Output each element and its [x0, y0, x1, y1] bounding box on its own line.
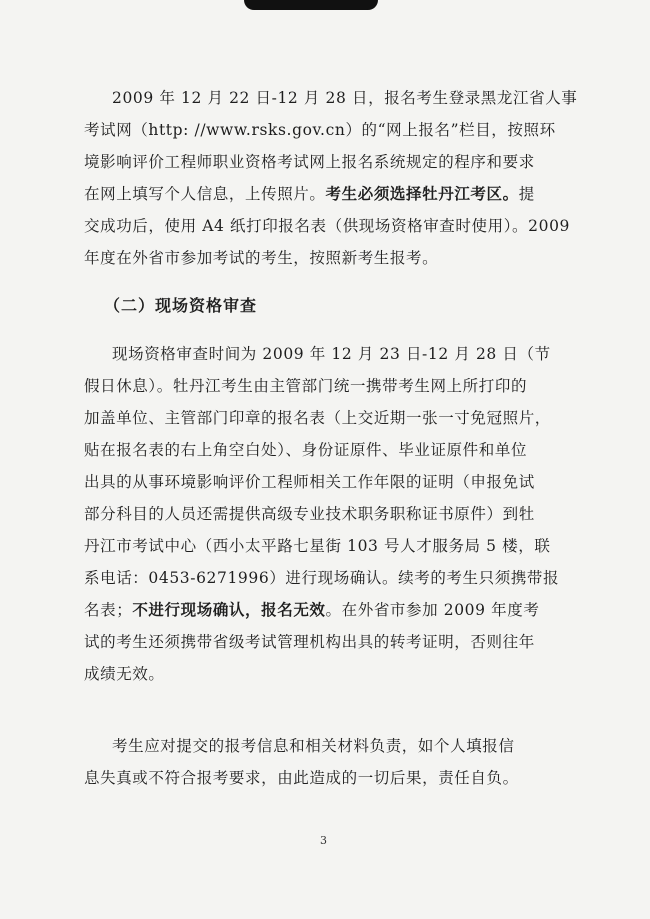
page-number: 3	[320, 834, 327, 847]
text-line: 丹江市考试中心（西小太平路七星街 103 号人才服务局 5 楼，联	[84, 537, 551, 555]
text-line: 考生应对提交的报考信息和相关材料负责，如个人填报信	[112, 737, 515, 755]
text-line: 年度在外省市参加考试的考生，按照新考生报考。	[84, 249, 439, 267]
text-line: 2009 年 12 月 22 日-12 月 28 日，报名考生登录黑龙江省人事	[112, 89, 578, 107]
text-line: 境影响评价工程师职业资格考试网上报名系统规定的程序和要求	[84, 153, 535, 171]
section-heading: （二）现场资格审查	[104, 296, 258, 315]
paragraph-registration	[84, 82, 576, 274]
text-line: 出具的从事环境影响评价工程师相关工作年限的证明（申报免试	[84, 473, 535, 491]
text-line: 加盖单位、主管部门印章的报名表（上交近期一张一寸免冠照片，	[84, 409, 551, 427]
text-line: 交成功后，使用 A4 纸打印报名表（供现场资格审查时使用）。2009	[84, 217, 571, 235]
text-segment: 名表；	[84, 601, 133, 619]
scan-edge-mark	[244, 0, 378, 10]
text-line: 现场资格审查时间为 2009 年 12 月 23 日-12 月 28 日（节	[112, 345, 551, 363]
paragraph-responsibility	[84, 730, 576, 794]
bold-notice: 考生必须选择牡丹江考区。	[325, 185, 519, 203]
text-line	[84, 594, 576, 626]
text-line: 部分科目的人员还需提供高级专业技术职务职称证书原件）到牡	[84, 505, 535, 523]
text-segment: 提	[518, 185, 535, 203]
text-line: 系电话：0453-6271996）进行现场确认。续考的考生只须携带报	[84, 569, 560, 587]
text-segment: 。在外省市参加 2009 年度考	[325, 601, 540, 619]
text-line: 试的考生还须携带省级考试管理机构出具的转考证明，否则往年	[84, 633, 535, 651]
text-line: 成绩无效。	[84, 665, 165, 683]
text-line: 假日休息）。牡丹江考生由主管部门统一携带考生网上所打印的	[84, 377, 528, 395]
text-line: 息失真或不符合报考要求，由此造成的一切后果，责任自负。	[84, 769, 519, 787]
paragraph-onsite-review	[84, 338, 576, 690]
bold-notice: 不进行现场确认，报名无效	[132, 601, 326, 619]
text-line: 贴在报名表的右上角空白处）、身份证原件、毕业证原件和单位	[84, 441, 528, 459]
text-line	[84, 178, 576, 210]
text-segment: 在网上填写个人信息，上传照片。	[84, 185, 326, 203]
text-line: 考试网（http: //www.rsks.gov.cn）的“网上报名”栏目，按照环	[84, 121, 556, 139]
